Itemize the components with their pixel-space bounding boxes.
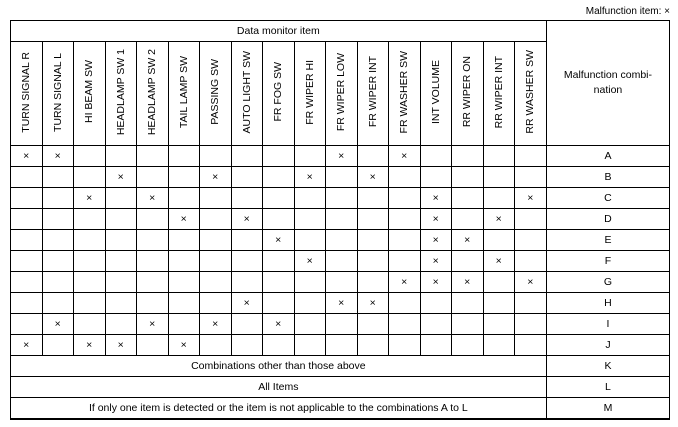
malfunction-combination-table	[10, 20, 670, 420]
empty-cell	[420, 293, 452, 314]
empty-cell	[231, 272, 263, 293]
column-header	[483, 42, 515, 146]
empty-cell	[11, 314, 43, 335]
empty-cell	[200, 188, 232, 209]
empty-cell	[11, 230, 43, 251]
empty-cell	[200, 335, 232, 356]
empty-cell	[168, 314, 200, 335]
empty-cell	[389, 251, 421, 272]
empty-cell	[326, 335, 358, 356]
empty-cell	[200, 272, 232, 293]
empty-cell	[11, 251, 43, 272]
empty-cell	[452, 209, 484, 230]
empty-cell	[200, 209, 232, 230]
empty-cell	[294, 293, 326, 314]
malfunction-mark: ×	[200, 167, 232, 188]
column-header	[200, 42, 232, 146]
empty-cell	[515, 335, 547, 356]
empty-cell	[515, 230, 547, 251]
empty-cell	[74, 209, 106, 230]
empty-cell	[42, 167, 74, 188]
malfunction-mark: ×	[515, 272, 547, 293]
empty-cell	[357, 335, 389, 356]
column-header	[294, 42, 326, 146]
empty-cell	[105, 146, 137, 167]
column-header-label: HI BEAM SW	[83, 60, 96, 124]
empty-cell	[105, 251, 137, 272]
empty-cell	[137, 272, 169, 293]
column-header	[357, 42, 389, 146]
empty-cell	[515, 209, 547, 230]
empty-cell	[231, 251, 263, 272]
empty-cell	[357, 314, 389, 335]
empty-cell	[42, 272, 74, 293]
combination-label: E	[546, 230, 670, 251]
column-header-label: RR WASHER SW	[524, 50, 537, 134]
column-header	[389, 42, 421, 146]
empty-cell	[326, 251, 358, 272]
malfunction-mark: ×	[326, 146, 358, 167]
column-header	[420, 42, 452, 146]
combination-label: K	[546, 356, 670, 377]
empty-cell	[452, 188, 484, 209]
combination-description: Combinations other than those above	[11, 356, 547, 377]
combination-label: G	[546, 272, 670, 293]
column-header-label: HEADLAMP SW 2	[146, 48, 159, 136]
malfunction-mark: ×	[483, 209, 515, 230]
empty-cell	[168, 146, 200, 167]
malfunction-mark: ×	[294, 167, 326, 188]
empty-cell	[200, 146, 232, 167]
table-row	[11, 377, 670, 398]
malfunction-mark: ×	[420, 251, 452, 272]
malfunction-mark: ×	[11, 335, 43, 356]
malfunction-mark: ×	[105, 167, 137, 188]
empty-cell	[326, 272, 358, 293]
empty-cell	[74, 314, 106, 335]
malfunction-mark: ×	[326, 293, 358, 314]
malfunction-mark: ×	[263, 314, 295, 335]
column-header	[11, 42, 43, 146]
empty-cell	[326, 188, 358, 209]
empty-cell	[326, 314, 358, 335]
empty-cell	[294, 272, 326, 293]
combination-label: D	[546, 209, 670, 230]
table-row	[11, 335, 670, 356]
empty-cell	[452, 293, 484, 314]
column-header-label: PASSING SW	[209, 59, 222, 125]
empty-cell	[357, 146, 389, 167]
malfunction-mark: ×	[42, 146, 74, 167]
empty-cell	[515, 251, 547, 272]
empty-cell	[357, 230, 389, 251]
column-header	[74, 42, 106, 146]
empty-cell	[515, 146, 547, 167]
empty-cell	[105, 314, 137, 335]
empty-cell	[389, 293, 421, 314]
table-row	[11, 398, 670, 419]
column-header-label: FR FOG SW	[272, 62, 285, 122]
empty-cell	[483, 335, 515, 356]
empty-cell	[483, 314, 515, 335]
empty-cell	[137, 230, 169, 251]
empty-cell	[483, 167, 515, 188]
empty-cell	[137, 209, 169, 230]
empty-cell	[294, 314, 326, 335]
malfunction-mark: ×	[357, 167, 389, 188]
empty-cell	[263, 167, 295, 188]
empty-cell	[294, 209, 326, 230]
empty-cell	[168, 251, 200, 272]
table-row	[11, 272, 670, 293]
empty-cell	[357, 251, 389, 272]
empty-cell	[231, 188, 263, 209]
empty-cell	[42, 335, 74, 356]
combination-label: I	[546, 314, 670, 335]
empty-cell	[137, 251, 169, 272]
empty-cell	[231, 146, 263, 167]
empty-cell	[357, 209, 389, 230]
malfunction-mark: ×	[420, 230, 452, 251]
empty-cell	[420, 146, 452, 167]
empty-cell	[326, 230, 358, 251]
empty-cell	[105, 293, 137, 314]
empty-cell	[11, 167, 43, 188]
empty-cell	[137, 335, 169, 356]
empty-cell	[263, 209, 295, 230]
empty-cell	[231, 167, 263, 188]
empty-cell	[200, 293, 232, 314]
malfunction-mark: ×	[74, 188, 106, 209]
empty-cell	[357, 188, 389, 209]
empty-cell	[105, 230, 137, 251]
empty-cell	[74, 230, 106, 251]
malfunction-mark: ×	[483, 251, 515, 272]
empty-cell	[294, 146, 326, 167]
empty-cell	[168, 188, 200, 209]
column-header	[231, 42, 263, 146]
empty-cell	[263, 335, 295, 356]
malfunction-mark: ×	[357, 293, 389, 314]
empty-cell	[74, 251, 106, 272]
empty-cell	[137, 167, 169, 188]
empty-cell	[42, 230, 74, 251]
empty-cell	[389, 230, 421, 251]
empty-cell	[389, 335, 421, 356]
column-header-label: FR WASHER SW	[398, 50, 411, 134]
combination-label: F	[546, 251, 670, 272]
empty-cell	[452, 251, 484, 272]
table-row	[11, 209, 670, 230]
table-row	[11, 146, 670, 167]
empty-cell	[515, 293, 547, 314]
table-row	[11, 167, 670, 188]
header-row-group	[11, 21, 670, 42]
empty-cell	[294, 188, 326, 209]
empty-cell	[11, 188, 43, 209]
empty-cell	[168, 167, 200, 188]
empty-cell	[452, 314, 484, 335]
column-header-label: FR WIPER HI	[303, 59, 316, 125]
empty-cell	[452, 167, 484, 188]
column-header-label: FR WIPER INT	[366, 56, 379, 128]
empty-cell	[231, 314, 263, 335]
combination-label: M	[546, 398, 670, 419]
column-header-label: HEADLAMP SW 1	[114, 48, 127, 136]
empty-cell	[105, 272, 137, 293]
data-monitor-item-header: Data monitor item	[11, 21, 547, 42]
column-header	[263, 42, 295, 146]
combination-description: If only one item is detected or the item is not applicable to the combinations A to L	[11, 398, 547, 419]
empty-cell	[11, 272, 43, 293]
column-header	[168, 42, 200, 146]
malfunction-mark: ×	[263, 230, 295, 251]
empty-cell	[105, 209, 137, 230]
empty-cell	[452, 335, 484, 356]
empty-cell	[515, 314, 547, 335]
empty-cell	[137, 146, 169, 167]
empty-cell	[483, 230, 515, 251]
empty-cell	[42, 293, 74, 314]
column-header-label: TURN SIGNAL L	[51, 52, 64, 132]
column-header-label: RR WIPER INT	[492, 55, 505, 129]
empty-cell	[389, 188, 421, 209]
malfunction-combination-header: Malfunction combi- nation	[546, 21, 670, 146]
table-row	[11, 293, 670, 314]
column-header-label: TAIL LAMP SW	[177, 55, 190, 129]
malfunction-mark: ×	[452, 230, 484, 251]
empty-cell	[105, 188, 137, 209]
empty-cell	[74, 146, 106, 167]
empty-cell	[74, 293, 106, 314]
malfunction-mark: ×	[420, 272, 452, 293]
empty-cell	[168, 230, 200, 251]
empty-cell	[420, 167, 452, 188]
column-header-label: AUTO LIGHT SW	[240, 50, 253, 134]
malfunction-mark: ×	[42, 314, 74, 335]
combination-label: B	[546, 167, 670, 188]
malfunction-mark: ×	[168, 209, 200, 230]
combination-label: A	[546, 146, 670, 167]
empty-cell	[420, 335, 452, 356]
malfunction-mark: ×	[294, 251, 326, 272]
empty-cell	[357, 272, 389, 293]
column-header-label: INT VOLUME	[429, 60, 442, 124]
table-row	[11, 188, 670, 209]
malfunction-mark: ×	[74, 335, 106, 356]
table-row	[11, 251, 670, 272]
combination-label: J	[546, 335, 670, 356]
malfunction-mark: ×	[11, 146, 43, 167]
malfunction-mark: ×	[389, 146, 421, 167]
malfunction-mark: ×	[137, 188, 169, 209]
empty-cell	[263, 146, 295, 167]
empty-cell	[483, 146, 515, 167]
column-header-label: TURN SIGNAL R	[20, 51, 33, 133]
combination-label: H	[546, 293, 670, 314]
malfunction-mark: ×	[452, 272, 484, 293]
empty-cell	[11, 209, 43, 230]
empty-cell	[483, 293, 515, 314]
column-header	[42, 42, 74, 146]
malfunction-mark: ×	[420, 188, 452, 209]
empty-cell	[389, 167, 421, 188]
column-header	[452, 42, 484, 146]
empty-cell	[42, 209, 74, 230]
malfunction-mark: ×	[200, 314, 232, 335]
malfunction-mark: ×	[105, 335, 137, 356]
combination-label: C	[546, 188, 670, 209]
column-header	[326, 42, 358, 146]
empty-cell	[200, 230, 232, 251]
combination-description: All Items	[11, 377, 547, 398]
empty-cell	[137, 293, 169, 314]
empty-cell	[74, 272, 106, 293]
column-header	[105, 42, 137, 146]
empty-cell	[483, 188, 515, 209]
empty-cell	[326, 167, 358, 188]
malfunction-mark: ×	[231, 293, 263, 314]
column-header	[137, 42, 169, 146]
empty-cell	[452, 146, 484, 167]
malfunction-mark: ×	[168, 335, 200, 356]
column-header-label: FR WIPER LOW	[335, 52, 348, 132]
table-row	[11, 230, 670, 251]
empty-cell	[263, 188, 295, 209]
combination-label: L	[546, 377, 670, 398]
malfunction-mark: ×	[231, 209, 263, 230]
empty-cell	[294, 230, 326, 251]
empty-cell	[200, 251, 232, 272]
malfunction-mark: ×	[389, 272, 421, 293]
legend: Malfunction item: ×	[585, 6, 670, 17]
table-row	[11, 356, 670, 377]
empty-cell	[263, 272, 295, 293]
empty-cell	[515, 167, 547, 188]
empty-cell	[326, 209, 358, 230]
empty-cell	[42, 251, 74, 272]
malfunction-mark: ×	[420, 209, 452, 230]
empty-cell	[389, 314, 421, 335]
empty-cell	[483, 272, 515, 293]
empty-cell	[168, 272, 200, 293]
empty-cell	[389, 209, 421, 230]
empty-cell	[42, 188, 74, 209]
empty-cell	[263, 293, 295, 314]
malfunction-mark: ×	[515, 188, 547, 209]
empty-cell	[168, 293, 200, 314]
column-header	[515, 42, 547, 146]
empty-cell	[420, 314, 452, 335]
malfunction-mark: ×	[137, 314, 169, 335]
empty-cell	[74, 167, 106, 188]
table-row	[11, 314, 670, 335]
empty-cell	[294, 335, 326, 356]
empty-cell	[263, 251, 295, 272]
column-header-label: RR WIPER ON	[461, 56, 474, 128]
empty-cell	[11, 293, 43, 314]
empty-cell	[231, 230, 263, 251]
empty-cell	[231, 335, 263, 356]
